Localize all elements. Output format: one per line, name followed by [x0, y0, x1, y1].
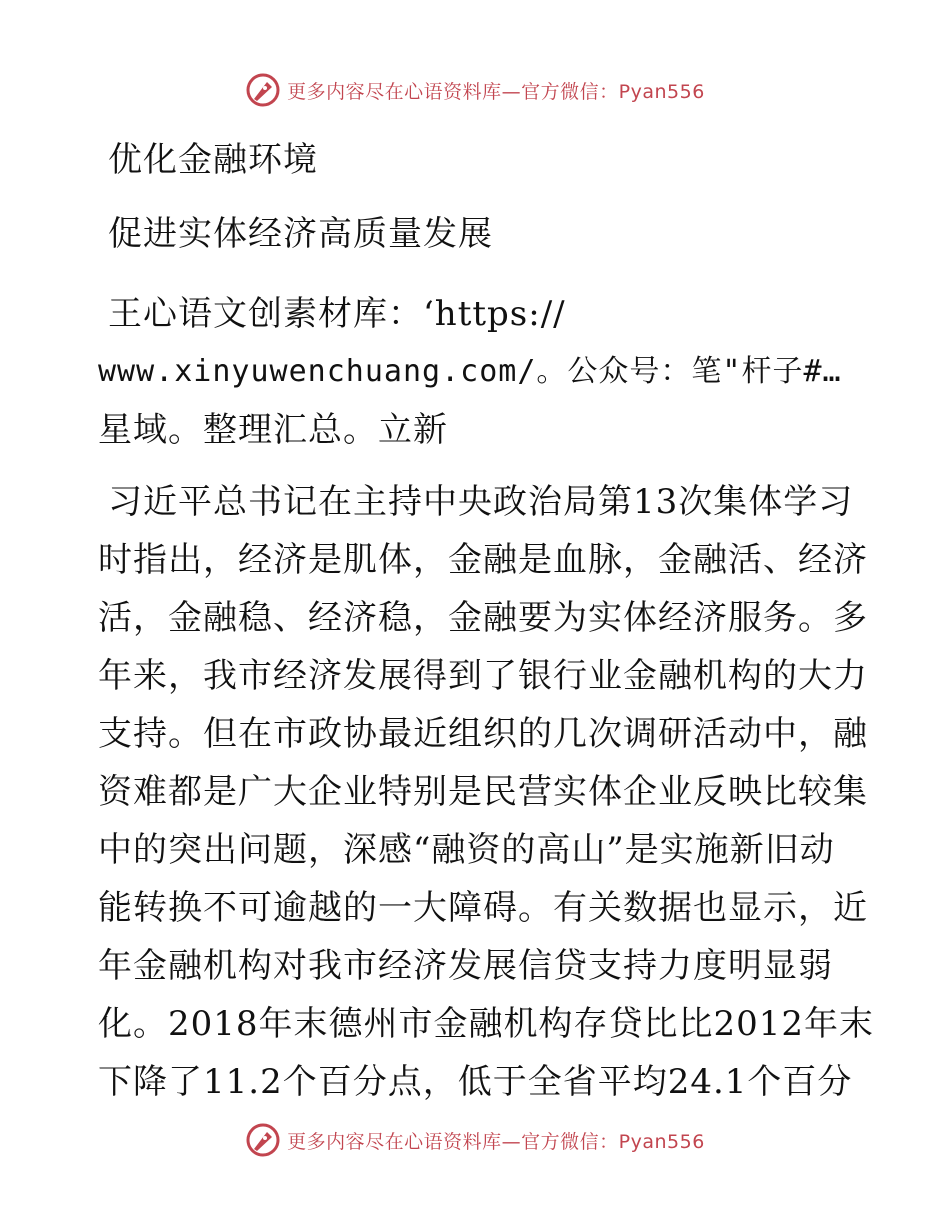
- source-line-2: www.xinyuwenchuang.com/。公众号：笔"杆子#…: [98, 354, 842, 389]
- source-line-1: 王心语文创素材库：‘https://: [108, 294, 566, 334]
- header-watermark-text: 更多内容尽在心语资料库—官方微信：Pyan556: [287, 80, 705, 103]
- body-line-4: 年来，我市经济发展得到了银行业金融机构的大力: [98, 656, 868, 696]
- title-line-1: 优化金融环境: [108, 140, 318, 180]
- footer-watermark-banner: [0, 1120, 950, 1160]
- body-line-9: 年金融机构对我市经济发展信贷支持力度明显弱: [98, 946, 833, 986]
- body-line-10: 化。2018年末德州市金融机构存贷比比2012年末: [98, 1004, 875, 1044]
- title-line-2: 促进实体经济高质量发展: [108, 214, 493, 254]
- body-line-5: 支持。但在市政协最近组织的几次调研活动中，融: [98, 714, 868, 754]
- body-line-11: 下降了11.2个百分点，低于全省平均24.1个百分: [98, 1062, 853, 1102]
- body-line-1: 习近平总书记在主持中央政治局第13次集体学习: [108, 482, 854, 522]
- pen-nib-logo-icon: [245, 1122, 281, 1158]
- header-watermark-banner: [0, 70, 950, 110]
- body-line-7: 中的突出问题，深感“融资的高山”是实施新旧动: [98, 830, 835, 870]
- body-line-2: 时指出，经济是肌体，金融是血脉，金融活、经济: [98, 540, 868, 580]
- body-line-6: 资难都是广大企业特别是民营实体企业反映比较集: [98, 772, 868, 812]
- source-line-3: 星域。整理汇总。立新: [98, 410, 448, 450]
- body-line-8: 能转换不可逾越的一大障碍。有关数据也显示，近: [98, 888, 868, 928]
- body-line-3: 活，金融稳、经济稳，金融要为实体经济服务。多: [98, 598, 868, 638]
- pen-nib-logo-icon: [245, 72, 281, 108]
- footer-watermark-text: 更多内容尽在心语资料库—官方微信：Pyan556: [287, 1130, 705, 1153]
- document-body: [98, 123, 875, 1111]
